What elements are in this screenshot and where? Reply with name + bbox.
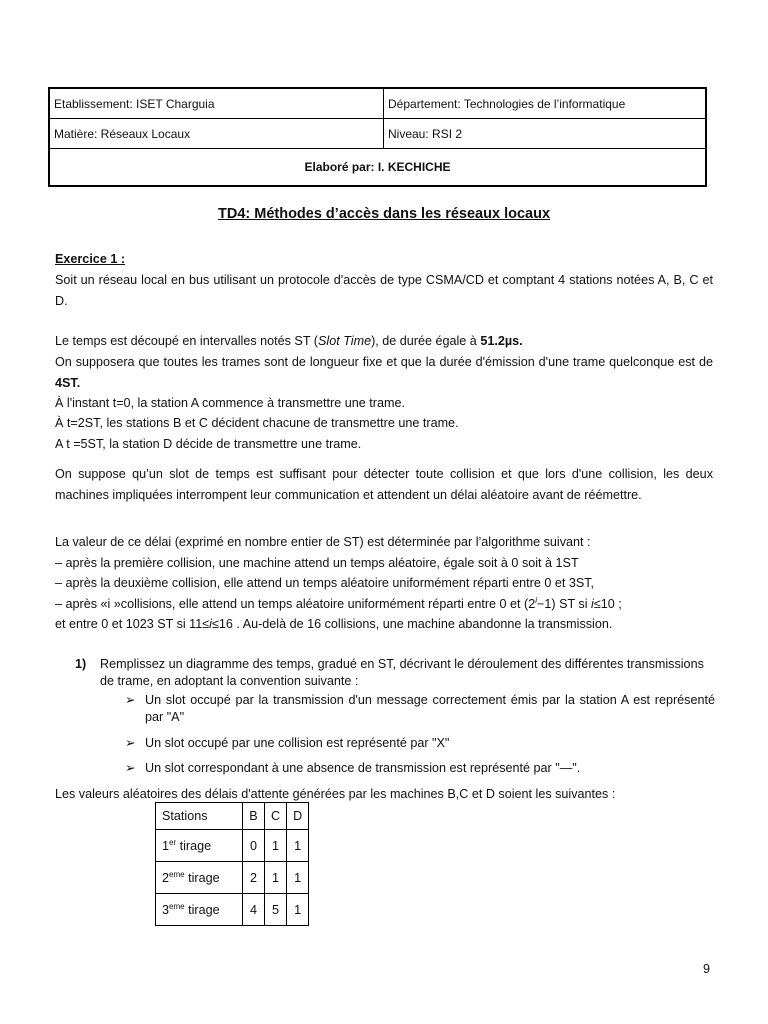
event-bc: À t=2ST, les stations B et C décident chacune de transmettre une trame. [55, 416, 459, 430]
elabore-cell: Elaboré par: I. KECHICHE [49, 149, 706, 187]
algorithm-intro: La valeur de ce délai (exprimé en nombre entier de ST) est déterminée par l’algorithme suivant : [55, 535, 591, 549]
table-cell: 1 [265, 862, 287, 894]
table-cell: 4 [243, 894, 265, 926]
question-text: Remplissez un diagramme des temps, gradué en ST, décrivant le déroulement des différentes transmissions de trame, en adoptant la convention suivante : [100, 657, 704, 688]
question-1 [75, 656, 715, 690]
row-label: 2eme tirage [156, 862, 243, 894]
algorithm-step-2: – après la deuxième collision, elle attend un temps aléatoire uniformément réparti entre 0 et 3ST, [55, 576, 595, 590]
table-row [156, 894, 309, 926]
slot-time-paragraph: Le temps est découpé en intervalles notés ST (Slot Time), de durée égale à 51.2µs. [55, 334, 523, 348]
frame-length-paragraph: On supposera que toutes les trames sont de longueur fixe et que la durée d'émission d'une trame quelconque est de 4ST. [55, 355, 713, 390]
delay-table [155, 802, 309, 926]
etablissement-cell: Etablissement: ISET Charguia [49, 88, 384, 119]
algorithm-step-1: – après la première collision, une machine attend un temps aléatoire, égale soit à 0 soit à 1ST [55, 556, 579, 570]
table-cell: 1 [287, 862, 309, 894]
question-number: 1) [75, 657, 87, 671]
table-cell: 2 [243, 862, 265, 894]
arrow-bullet-icon: ➢ [125, 736, 136, 750]
exercise-intro: Soit un réseau local en bus utilisant un protocole d'accès de type CSMA/CD et comptant 4 stations notées A, B, C et D. [55, 273, 713, 308]
table-cell: 1 [287, 830, 309, 862]
table-header-cell: D [287, 803, 309, 830]
table-cell: 0 [243, 830, 265, 862]
table-row [156, 862, 309, 894]
row-label: 3eme tirage [156, 894, 243, 926]
arrow-bullet-icon: ➢ [125, 761, 136, 775]
values-intro: Les valeurs aléatoires des délais d'attente générées par les machines B,C et D soient les suivantes : [55, 787, 616, 801]
table-header-cell: C [265, 803, 287, 830]
exercise-heading: Exercice 1 : [55, 252, 126, 266]
table-header-row [156, 803, 309, 830]
row-label: 1er tirage [156, 830, 243, 862]
page-number: 9 [703, 962, 711, 976]
table-header-cell: Stations [156, 803, 243, 830]
arrow-bullet-icon: ➢ [125, 693, 136, 707]
bullet-x: ➢ Un slot occupé par une collision est représenté par "X" [125, 736, 450, 750]
page-title: TD4: Méthodes d’accès dans les réseaux locaux [217, 206, 551, 222]
table-header-cell: B [243, 803, 265, 830]
event-a: À l'instant t=0, la station A commence à transmettre une trame. [55, 396, 405, 410]
table-cell: 1 [265, 830, 287, 862]
collision-paragraph: On suppose qu’un slot de temps est suffisant pour détecter toute collision et que lors d'une collision, les deux machines impliquées interrompent leur communication et attendent un délai aléatoire avant de réémettre. [55, 467, 713, 502]
algorithm-step-i: – après «i »collisions, elle attend un temps aléatoire uniformément réparti entre 0 et $(2^i-1)$ ST si i≤10 ; [55, 595, 622, 611]
table-row [156, 830, 309, 862]
table-cell: 1 [287, 894, 309, 926]
event-d: A t =5ST, la station D décide de transmettre une trame. [55, 437, 362, 451]
departement-cell: Département: Technologies de l’informatique [384, 88, 707, 119]
bullet-a: ➢ Un slot occupé par la transmission d'un message correctement émis par la station A est représenté par "A" [125, 693, 715, 724]
table-cell: 5 [265, 894, 287, 926]
niveau-cell: Niveau: RSI 2 [384, 119, 707, 149]
algorithm-step-16: et entre 0 et 1023 ST si 11≤i≤16 . Au-delà de 16 collisions, une machine abandonne la transmission. [55, 617, 613, 631]
header-table [48, 87, 707, 187]
bullet-dash: ➢ Un slot correspondant à une absence de transmission est représenté par "—". [125, 761, 581, 775]
matiere-cell: Matière: Réseaux Locaux [49, 119, 384, 149]
